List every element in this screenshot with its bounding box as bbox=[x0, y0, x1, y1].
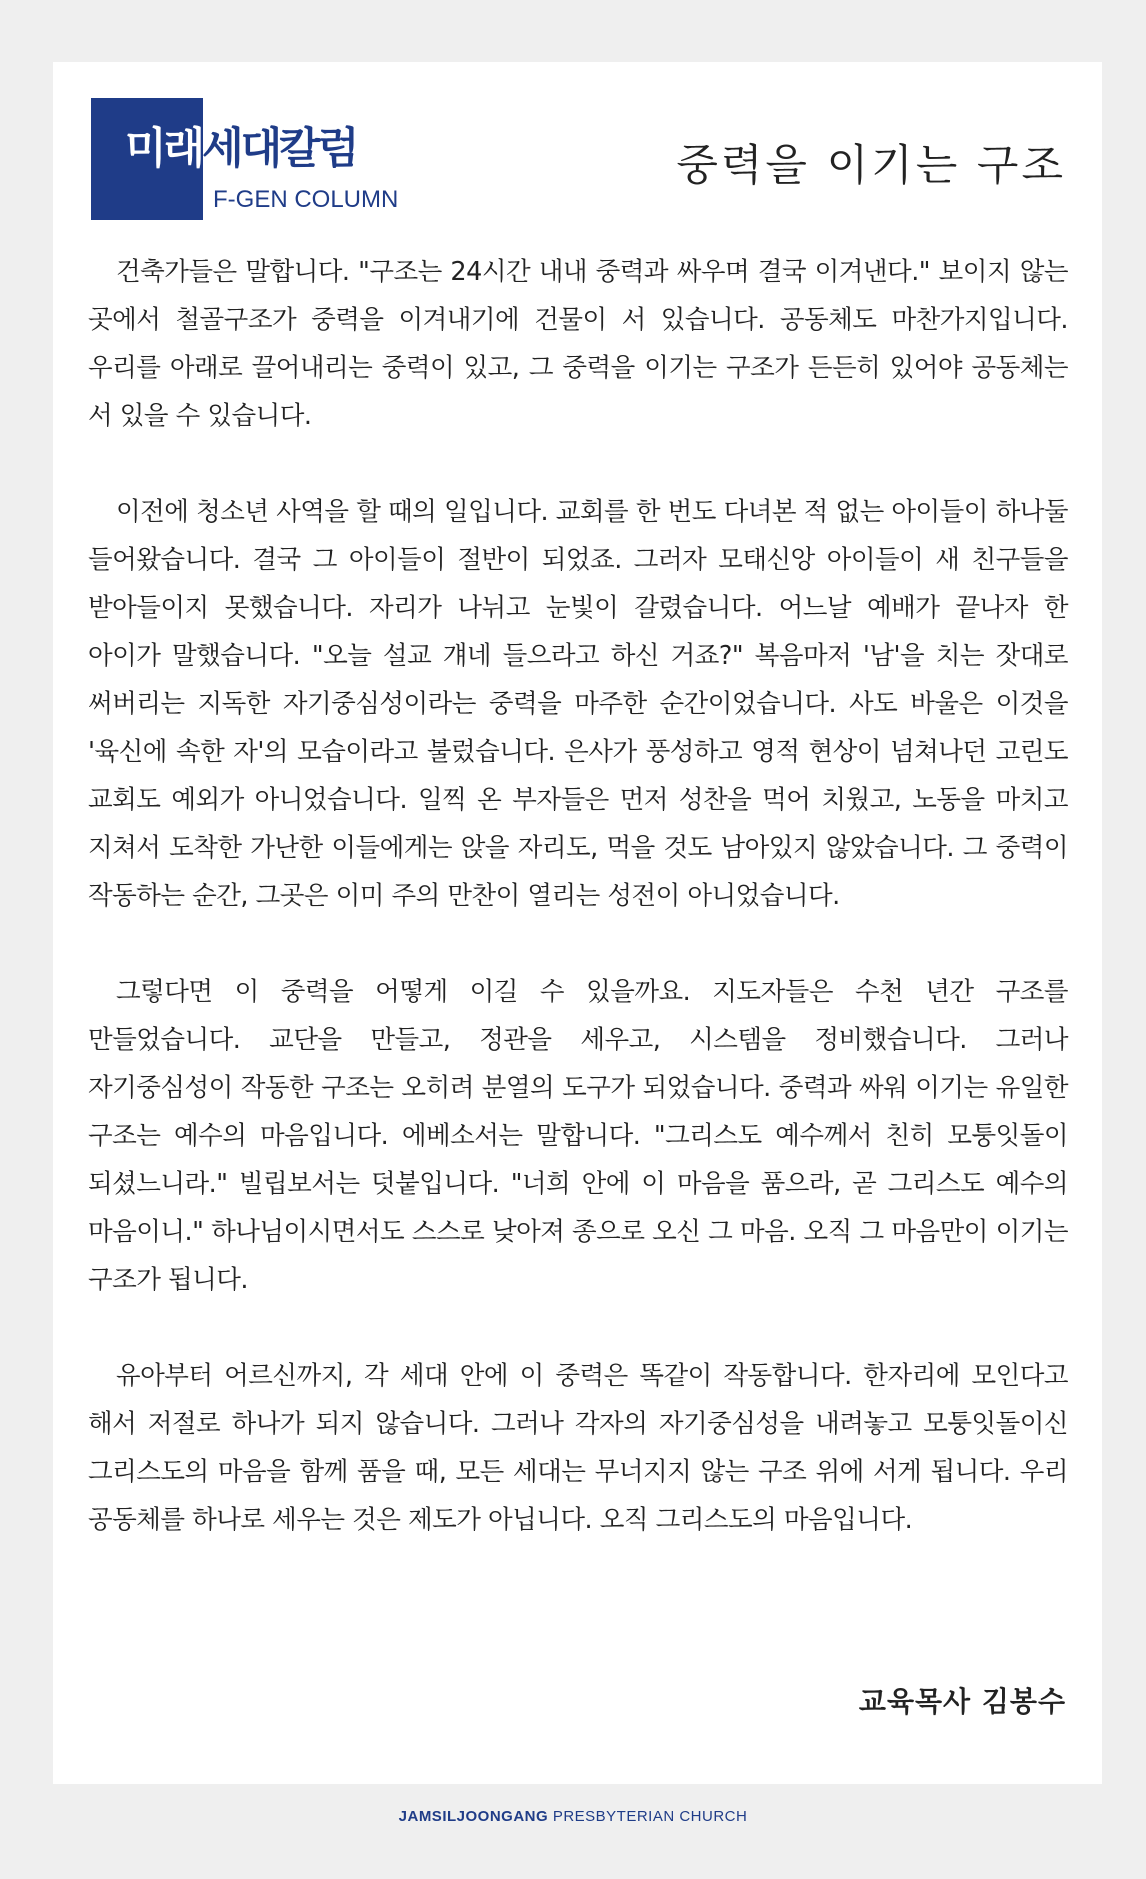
column-logo bbox=[91, 98, 421, 220]
logo-english-text: F-GEN COLUMN bbox=[213, 186, 399, 213]
column-title: 중력을 이기는 구조 bbox=[676, 141, 1066, 191]
paragraph-2: 이전에 청소년 사역을 할 때의 일입니다. 교회를 한 번도 다녀본 적 없는 아이들이 하나둘 들어왔습니다. 결국 그 아이들이 절반이 되었죠. 그러자 모태신앙 아이들이 새 친구들을 받아들이지 못했습니다. 자리가 나뉘고 눈빛이 갈렸습니다. 어느날 예배가 끝나자 한 아이가 말했습니다. "오늘 설교 걔네 들으라고 하신 거죠?" 복음마저 '남'을 치는 잣대로 써버리는 지독한 자기중심성이라는 중력을 마주한 순간이었습니다. 사도 바울은 이것을 '육신에 속한 자'의 모습이라고 불렀습니다. 은사가 풍성하고 영적 현상이 넘쳐나던 고린도 교회도 예외가 아니었습니다. 일찍 온 부자들은 먼저 성찬을 먹어 치웠고, 노동을 마치고 지쳐서 도착한 가난한 이들에게는 앉을 자리도, 먹을 것도 남아있지 않았습니다. 그 중력이 작동하는 순간, 그곳은 이미 주의 만찬이 열리는 성전이 아니었습니다. bbox=[88, 497, 1068, 911]
column-card bbox=[53, 62, 1102, 1784]
church-footer bbox=[0, 1808, 1146, 1825]
paragraph-1: 건축가들은 말합니다. "구조는 24시간 내내 중력과 싸우며 결국 이겨낸다." 보이지 않는 곳에서 철골구조가 중력을 이겨내기에 건물이 서 있습니다. 공동체도 마찬가지입니다. 우리를 아래로 끌어내리는 중력이 있고, 그 중력을 이기는 구조가 든든히 있어야 공동체는 서 있을 수 있습니다. bbox=[88, 257, 1068, 431]
author-signature: 교육목사 김봉수 bbox=[858, 1685, 1066, 1718]
footer-church-type: PRESBYTERIAN CHURCH bbox=[548, 1808, 748, 1825]
paragraph-3: 그렇다면 이 중력을 어떻게 이길 수 있을까요. 지도자들은 수천 년간 구조를 만들었습니다. 교단을 만들고, 정관을 세우고, 시스템을 정비했습니다. 그러나 자기중심성이 작동한 구조는 오히려 분열의 도구가 되었습니다. 중력과 싸워 이기는 유일한 구조는 예수의 마음입니다. 에베소서는 말합니다. "그리스도 예수께서 친히 모퉁잇돌이 되셨느니라." 빌립보서는 덧붙입니다. "너희 안에 이 마음을 품으라, 곧 그리스도 예수의 마음이니." 하나님이시면서도 스스로 낮아져 종으로 오신 그 마음. 오직 그 마음만이 이기는 구조가 됩니다. bbox=[88, 977, 1068, 1295]
logo-korean-text: 미래세대칼럼 bbox=[125, 124, 357, 174]
footer-church-name: JAMSILJOONGANG bbox=[398, 1808, 549, 1825]
paragraph-4: 유아부터 어르신까지, 각 세대 안에 이 중력은 똑같이 작동합니다. 한자리에 모인다고 해서 저절로 하나가 되지 않습니다. 그러나 각자의 자기중심성을 내려놓고 모퉁잇돌이신 그리스도의 마음을 함께 품을 때, 모든 세대는 무너지지 않는 구조 위에 서게 됩니다. 우리 공동체를 하나로 세우는 것은 제도가 아닙니다. 오직 그리스도의 마음입니다. bbox=[88, 1361, 1068, 1535]
column-body bbox=[88, 248, 1068, 1592]
